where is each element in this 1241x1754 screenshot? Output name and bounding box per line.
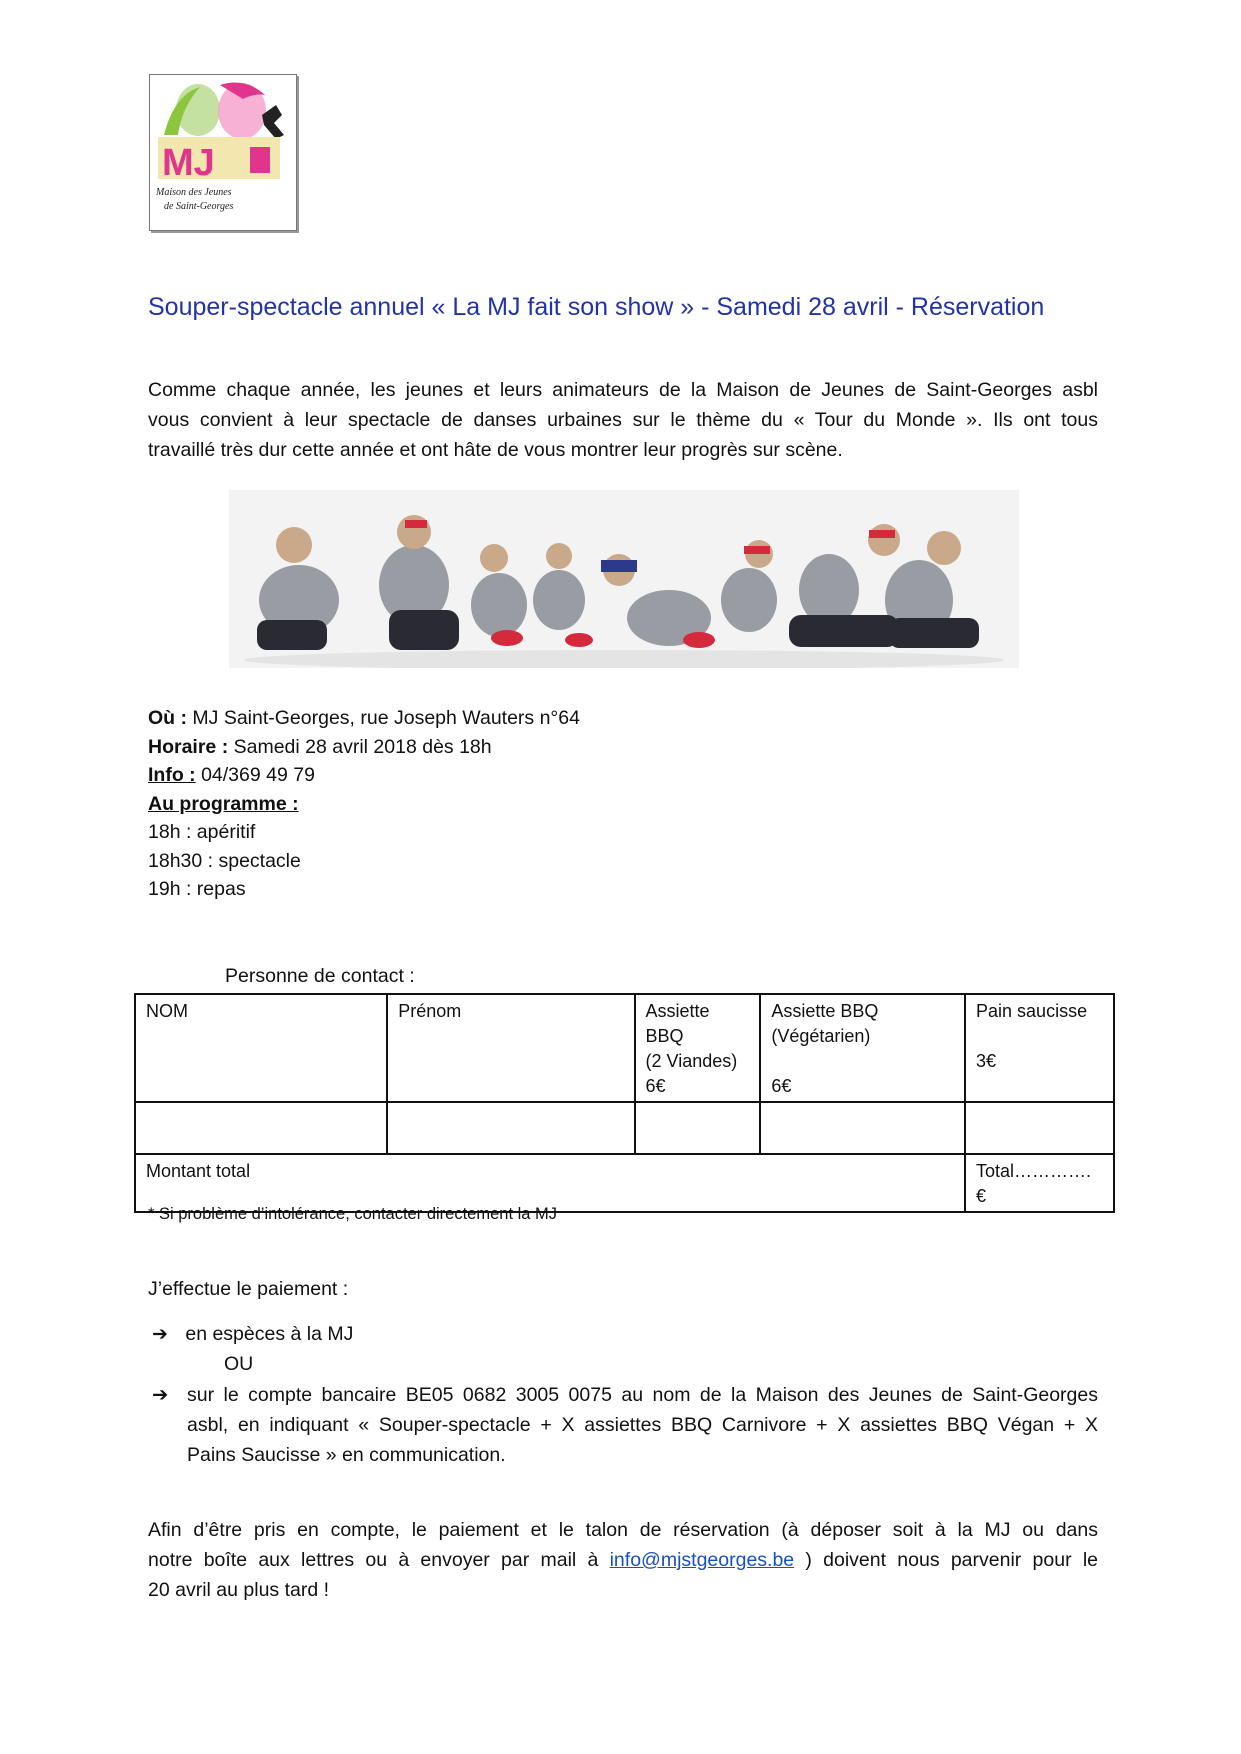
page-title: Souper-spectacle annuel « La MJ fait son show » - Samedi 28 avril - Réservation: [148, 293, 1045, 321]
table-header-row: [135, 994, 1114, 1102]
intro-paragraph: [148, 375, 1098, 465]
mj-logo: [149, 74, 297, 231]
header-nom: NOM: [135, 994, 387, 1102]
program-label: Au programme :: [148, 792, 299, 815]
intro-line: vous convient à leur spectacle de danses urbaines sur le thème du « Tour du Monde ». Ils ont tous: [148, 409, 1098, 431]
closing-text: ) doivent nous parvenir pour le: [794, 1549, 1098, 1571]
payment-option-bank: [187, 1380, 1098, 1470]
header-veg-line: Assiette BBQ: [771, 1001, 879, 1021]
bank-line: sur le compte bancaire BE05 0682 3005 0075 au nom de la Maison des Jeunes de Saint-Georges: [187, 1384, 1098, 1406]
header-bbq-line: Assiette: [645, 1001, 710, 1021]
closing-line: Afin d’être pris en compte, le paiement et le talon de réservation (à déposer soit à la MJ ou dans: [148, 1519, 1098, 1541]
program-item: 19h : repas: [148, 878, 246, 900]
header-bbq-line: (2 Viandes): [645, 1051, 738, 1071]
header-pain: [965, 994, 1114, 1102]
closing-text: notre boîte aux lettres ou à envoyer par mail à: [148, 1549, 610, 1571]
payment-option-cash: [152, 1323, 353, 1346]
header-veg-price: 6€: [771, 1076, 792, 1096]
intro-line: travaillé très dur cette année et ont hâte de vous montrer leur progrès sur scène.: [148, 439, 843, 461]
intolerance-note: * Si problème d’intolérance, contacter directement la MJ: [148, 1205, 558, 1223]
time-row: [148, 733, 580, 762]
closing-line: 20 avril au plus tard !: [148, 1579, 330, 1601]
bank-line: asbl, en indiquant « Souper-spectacle + X assiettes BBQ Carnivore + X assiettes BBQ Végan + X: [187, 1414, 1098, 1436]
arrow-icon: ➔: [152, 1324, 168, 1345]
header-pain-line: Pain saucisse: [976, 1001, 1088, 1021]
header-prenom: Prénom: [387, 994, 634, 1102]
total-value[interactable]: Total…………. €: [965, 1154, 1114, 1212]
header-bbq-line: BBQ: [645, 1026, 684, 1046]
closing-line: [148, 1545, 1098, 1575]
program-item: 18h : apéritif: [148, 821, 256, 843]
table-entry-row: [135, 1102, 1114, 1154]
entry-veg-cell[interactable]: [760, 1102, 965, 1154]
header-veg-line: (Végétarien): [771, 1026, 871, 1046]
entry-nom-cell[interactable]: [135, 1102, 387, 1154]
info-label: Info :: [148, 764, 196, 786]
contact-person-label: Personne de contact :: [225, 965, 415, 987]
header-bbq-price: 6€: [645, 1076, 666, 1096]
header-bbq: [635, 994, 761, 1102]
entry-prenom-cell[interactable]: [387, 1102, 634, 1154]
closing-paragraph: [148, 1515, 1098, 1605]
logo-letters: MJ: [162, 142, 215, 184]
logo-caption-1: Maison des Jeunes: [156, 187, 232, 198]
event-details: [148, 704, 580, 904]
intro-line: Comme chaque année, les jeunes et leurs animateurs de la Maison de Jeunes de Saint-Georges asbl: [148, 379, 1098, 401]
payment-intro: J’effectue le paiement :: [148, 1278, 349, 1300]
header-veg: [760, 994, 965, 1102]
time-label: Horaire :: [148, 735, 229, 758]
email-link[interactable]: info@mjstgeorges.be: [609, 1549, 795, 1571]
reservation-table: [134, 993, 1115, 1213]
time-value: Samedi 28 avril 2018 dès 18h: [228, 735, 492, 758]
header-pain-price: 3€: [976, 1051, 997, 1071]
table-total-row: [135, 1154, 1114, 1212]
info-row: [148, 761, 580, 790]
program-item: 18h30 : spectacle: [148, 849, 301, 872]
where-value: MJ Saint-Georges, rue Joseph Wauters n°64: [187, 707, 580, 729]
mj-logo-image: [150, 75, 296, 230]
total-label: Montant total: [135, 1154, 965, 1212]
arrow-icon: ➔: [152, 1384, 169, 1406]
dancers-photo: [229, 490, 1019, 668]
entry-bbq-cell[interactable]: [635, 1102, 761, 1154]
logo-caption-2: de Saint-Georges: [164, 201, 234, 212]
where-row: [148, 704, 580, 733]
entry-pain-cell[interactable]: [965, 1102, 1114, 1154]
payment-option-cash-text: en espèces à la MJ: [185, 1323, 354, 1345]
bank-line: Pains Saucisse » en communication.: [187, 1444, 506, 1466]
where-label: Où :: [148, 707, 187, 729]
info-phone: 04/369 49 79: [195, 764, 315, 786]
payment-or: OU: [224, 1353, 254, 1375]
